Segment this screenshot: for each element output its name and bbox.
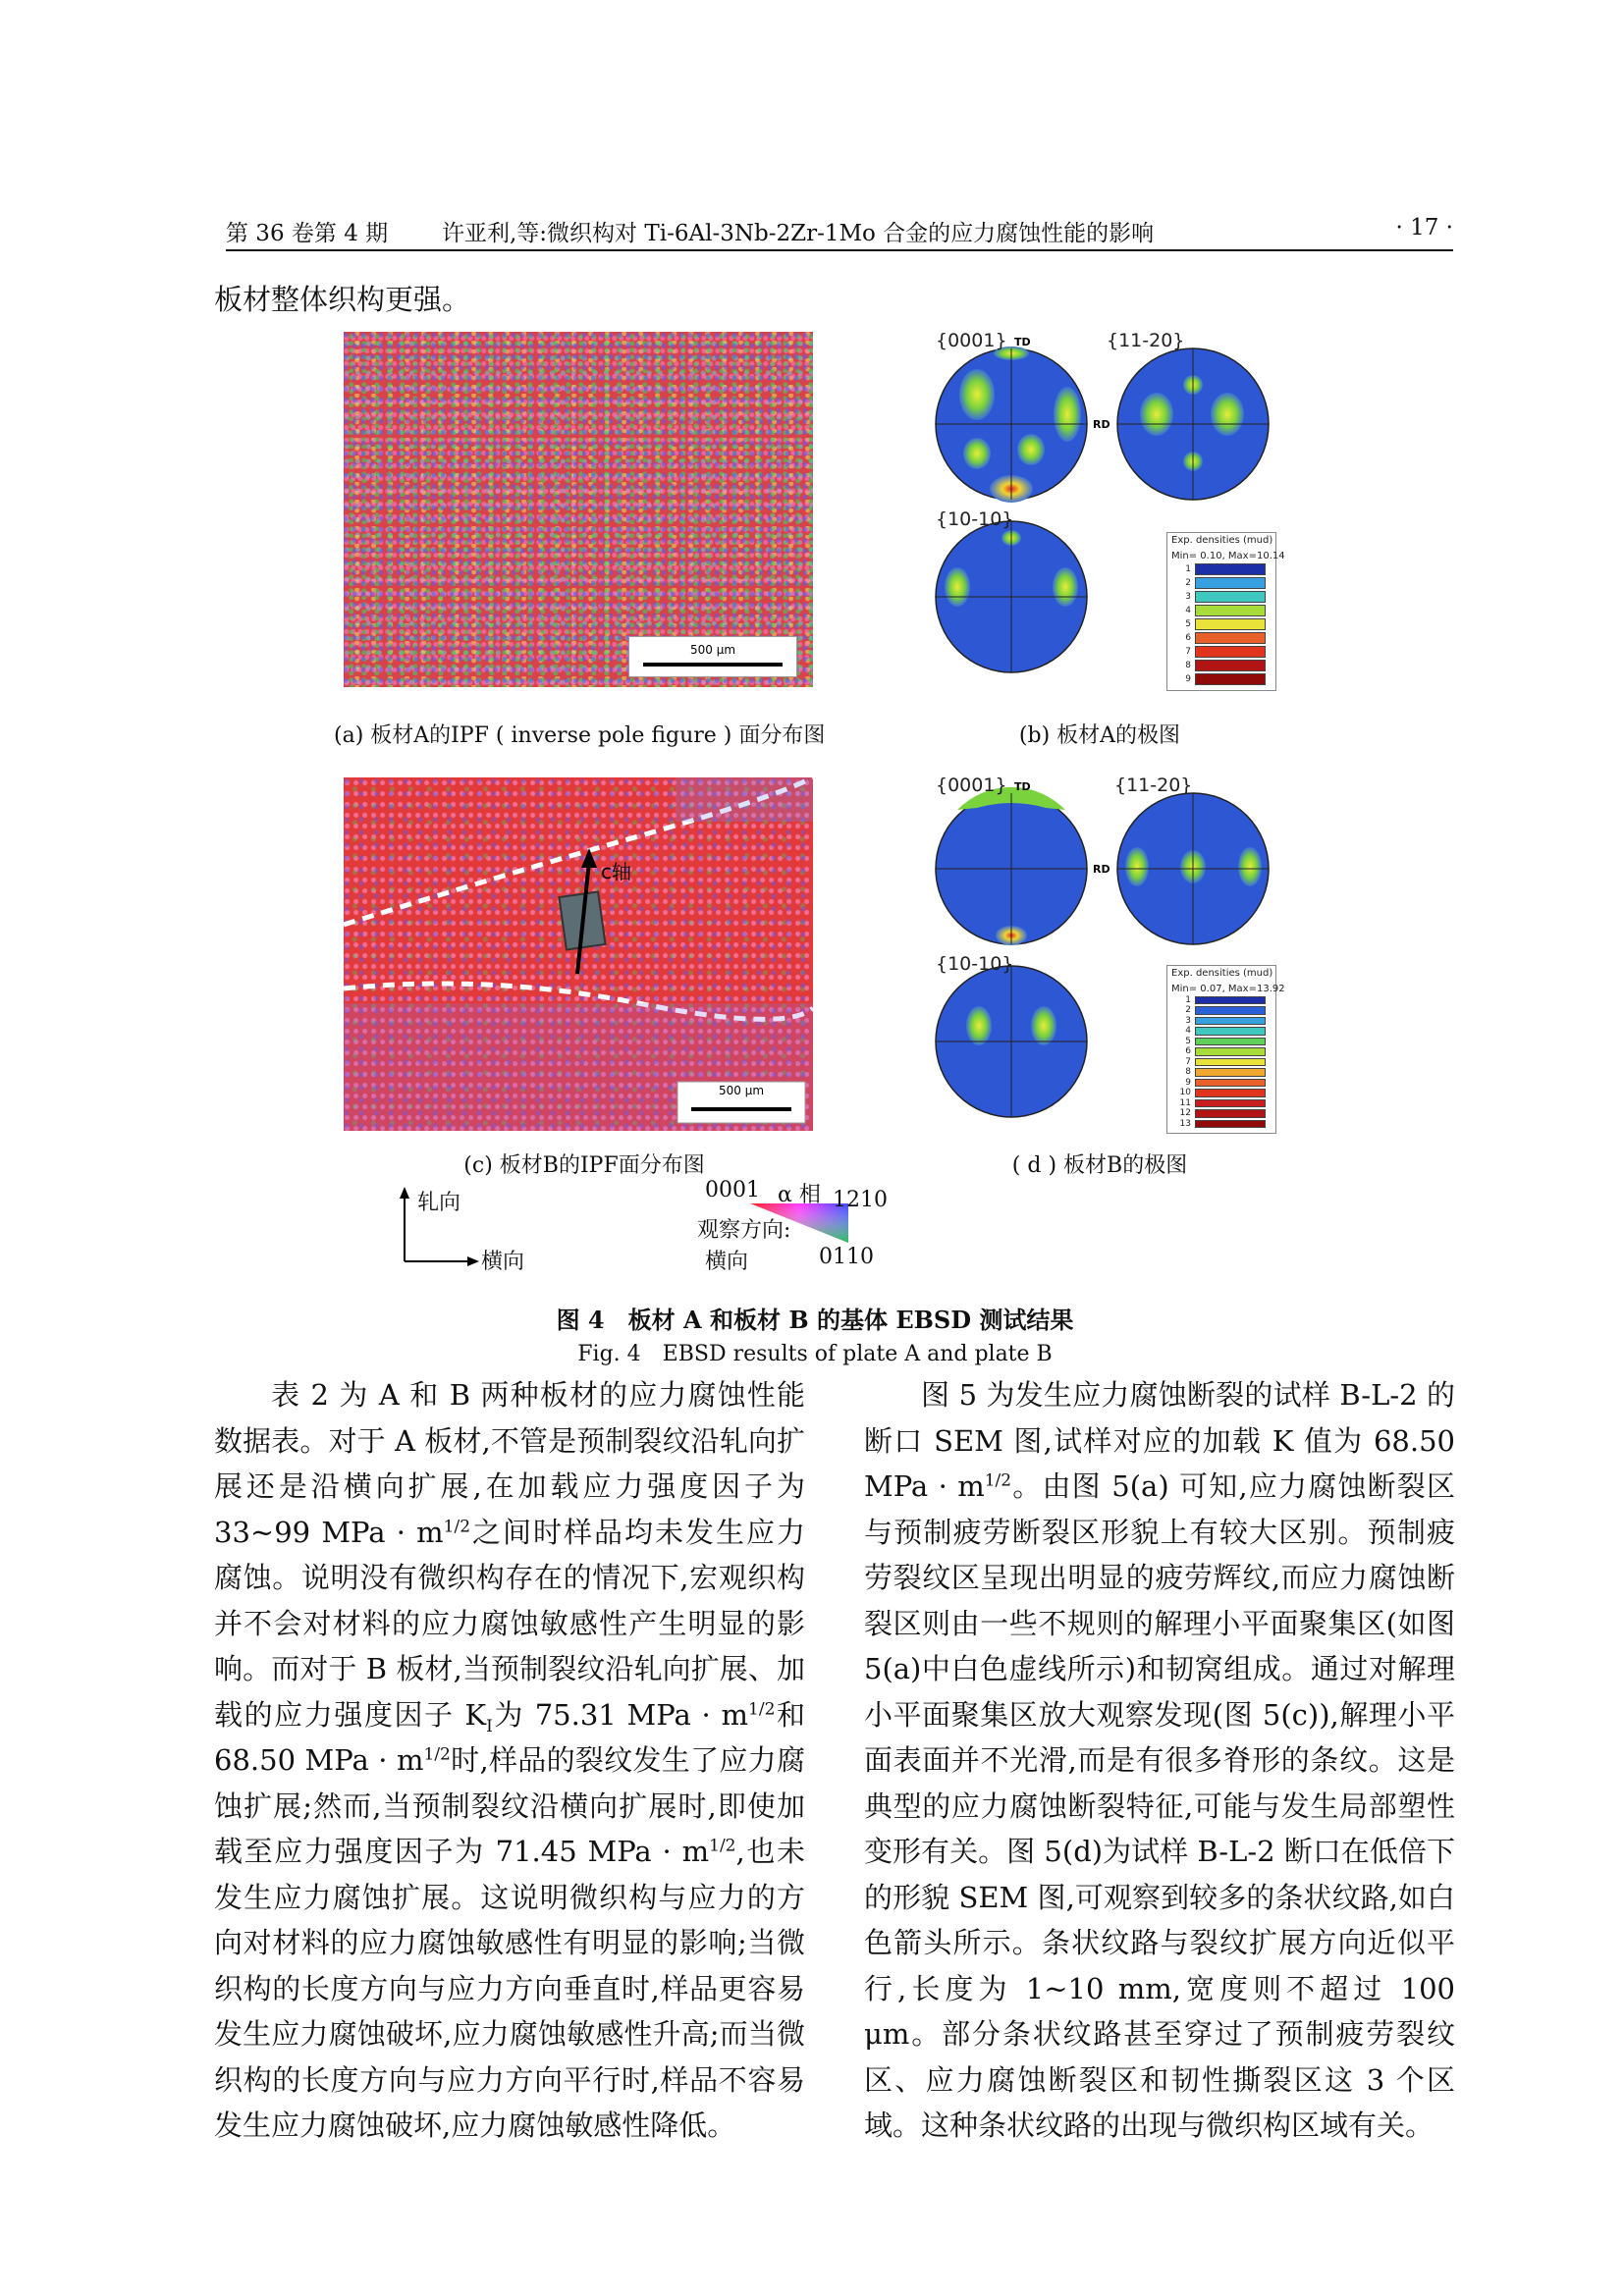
left-sup-1: 1/2 — [443, 1516, 471, 1536]
pole-0001-a — [936, 347, 1087, 503]
left-text-5: 时,样品的裂纹发生了应力腐蚀扩展;然而,当预制裂纹沿横向扩展时,即使加载至应力强度因子为 71.45 MPa · m — [214, 1743, 805, 1868]
ipf-map-plate-b — [344, 777, 813, 1131]
pole-label-0001-b: {0001} — [936, 774, 1007, 796]
density-swatch — [1195, 673, 1266, 685]
density-legend-a — [1166, 532, 1285, 691]
density-swatch — [1195, 1099, 1266, 1107]
density-tick-label: 4 — [1185, 606, 1191, 615]
right-text-1: 图 5 为发生应力腐蚀断裂的试样 B-L-2 的断口 SEM 图,试样对应的加载 K 值为 68.50 MPa · m — [864, 1378, 1455, 1503]
density-scale-row — [1169, 1026, 1272, 1036]
left-text-3: 为 75.31 MPa · m — [492, 1697, 749, 1732]
density-tick-label: 13 — [1179, 1118, 1191, 1129]
right-text-2: 。由图 5(a) 可知,应力腐蚀断裂区与预制疲劳断裂区形貌上有较大区别。预制疲劳裂纹区呈现出明显的疲劳辉纹,而应力腐蚀断裂区则由一些不规则的解理小平面聚集区(如图 5(a)中白色虚线所示)和韧窝组成。通过对解理小平面聚集区放大观察发现(图 5(c)),解理小平面表面并不光滑,而是有很多脊形的条纹。这是典型的应力腐蚀断裂特征,可能与发生局部塑性变形有关。图 5(d)为试样 B-L-2 断口在低倍下的形貌 SEM 图,可观察到较多的条状纹路,如白色箭头所示。条状纹路与裂纹扩展方向近似平行,长度为 1~10 mm,宽度则不超过 100 μm。部分条状纹路甚至穿过了预制疲劳裂纹区、应力腐蚀断裂区和韧性撕裂区这 3 个区域。这种条状纹路的出现与微织构区域有关。 — [864, 1469, 1455, 2142]
c-axis-label: c轴 — [601, 860, 631, 883]
density-swatch — [1195, 563, 1266, 575]
pole-label-0001-a: {0001} — [936, 330, 1007, 351]
density-tick-label: 7 — [1185, 647, 1191, 657]
density-tick-label: 9 — [1185, 674, 1191, 684]
density-scale-row — [1169, 1057, 1272, 1067]
density-swatch — [1195, 646, 1266, 658]
density-scale-row — [1169, 617, 1272, 631]
density-legend-b — [1166, 965, 1285, 1134]
density-scale-row — [1169, 604, 1272, 617]
density-swatch — [1195, 577, 1266, 589]
density-swatch — [1195, 591, 1266, 603]
density-scale-row — [1169, 1108, 1272, 1118]
density-scale-row — [1169, 590, 1272, 604]
scale-bar-label: 500 μm — [689, 643, 736, 657]
density-swatch — [1195, 1017, 1266, 1025]
header-rule — [226, 249, 1453, 251]
right-column-paragraph — [864, 1372, 1455, 2149]
pole-10-10-a — [936, 521, 1087, 672]
pole-label-11-20-a: {11-20} — [1107, 330, 1185, 351]
pole-10-10-b — [936, 966, 1087, 1117]
density-scale-row — [1169, 1098, 1272, 1108]
observe-direction-label: 观察方向: — [697, 1218, 791, 1243]
density-tick-label: 3 — [1185, 1015, 1191, 1026]
density-tick-label: 2 — [1185, 578, 1191, 588]
density-scale-row — [1169, 631, 1272, 645]
density-tick-label: 9 — [1185, 1077, 1191, 1088]
figure-caption-en: Fig. 4 EBSD results of plate A and plate B — [577, 1342, 1053, 1366]
density-scale-row — [1169, 1067, 1272, 1077]
density-scale-row — [1169, 645, 1272, 659]
density-tick-label: 11 — [1179, 1097, 1191, 1108]
running-title: 许亚利,等:微织构对 Ti-6Al-3Nb-2Zr-1Mo 合金的应力腐蚀性能的影响 — [442, 221, 1155, 246]
density-swatch — [1195, 1027, 1266, 1035]
density-swatch — [1195, 618, 1266, 630]
pole-0001-b — [936, 787, 1087, 945]
density-tick-label: 1 — [1185, 995, 1191, 1005]
density-swatch — [1195, 1109, 1266, 1117]
density-swatch — [1195, 1079, 1266, 1087]
scale-bar-line — [643, 663, 783, 667]
density-scale-a — [1169, 562, 1272, 686]
density-scale-row — [1169, 1005, 1272, 1015]
left-column-paragraph — [214, 1372, 805, 2149]
ipf-key-0001: 0001 — [705, 1178, 760, 1202]
ipf-key-1210: 1210 — [833, 1188, 888, 1212]
caption-b: (b) 板材A的极图 — [1018, 723, 1181, 748]
left-sup-3: 1/2 — [423, 1744, 451, 1765]
pole-figures-plate-a — [918, 324, 1285, 697]
caption-c: (c) 板材B的IPF面分布图 — [463, 1153, 705, 1178]
density-swatch — [1195, 1120, 1266, 1128]
density-swatch — [1195, 660, 1266, 671]
ipf-map-plate-a — [344, 332, 813, 687]
left-sub-1: I — [486, 1716, 493, 1736]
figure-caption-cn: 图 4 板材 A 和板材 B 的基体 EBSD 测试结果 — [556, 1306, 1074, 1334]
caption-a: (a) 板材A的IPF ( inverse pole figure ) 面分布图 — [334, 723, 826, 748]
density-scale-row — [1169, 1078, 1272, 1088]
left-text-6: ,也未发生应力腐蚀扩展。这说明微织构与应力的方向对材料的应力腐蚀敏感性有明显的影响;当微织构的长度方向与应力方向垂直时,样品更容易发生应力腐蚀破坏,应力腐蚀敏感性升高;而当微织构的长度方向与应力方向平行时,样品不容易发生应力腐蚀破坏,应力腐蚀敏感性降低。 — [214, 1835, 805, 2142]
density-swatch — [1195, 1068, 1266, 1076]
density-tick-label: 12 — [1179, 1108, 1191, 1119]
page-number: · 17 · — [1395, 215, 1453, 240]
pole-label-11-20-b: {11-20} — [1114, 774, 1193, 796]
pole-figures-plate-b — [918, 769, 1285, 1142]
density-legend-range-a: Min= 0.10, Max=10.14 — [1171, 551, 1285, 561]
density-legend-title-b: Exp. densities (mud) — [1171, 968, 1273, 979]
rolling-direction-label: 轧向 — [417, 1191, 461, 1215]
left-sup-4: 1/2 — [709, 1836, 736, 1856]
pole-label-10-10-a: {10-10} — [936, 508, 1014, 530]
ipf-key-0110: 0110 — [819, 1245, 874, 1269]
transverse-direction-label: 横向 — [481, 1250, 525, 1274]
rd-label-b: RD — [1093, 863, 1110, 876]
running-header — [226, 211, 1453, 250]
right-sup-1: 1/2 — [984, 1470, 1012, 1491]
density-swatch — [1195, 605, 1266, 616]
journal-issue: 第 36 卷第 4 期 — [226, 221, 389, 246]
density-tick-label: 8 — [1185, 661, 1191, 670]
alpha-phase-label: α 相 — [778, 1183, 821, 1207]
density-scale-row — [1169, 1046, 1272, 1056]
scale-bar-label-b: 500 μm — [718, 1084, 765, 1097]
density-scale-row — [1169, 659, 1272, 672]
density-swatch — [1195, 1089, 1266, 1096]
scale-bar — [628, 636, 797, 677]
density-tick-label: 7 — [1185, 1056, 1191, 1067]
density-scale-row — [1169, 576, 1272, 590]
density-tick-label: 3 — [1185, 592, 1191, 602]
density-tick-label: 5 — [1185, 619, 1191, 629]
left-text-2: 之间时样品均未发生应力腐蚀。说明没有微织构存在的情况下,宏观织构并不会对材料的应力腐蚀敏感性产生明显的影响。而对于 B 板材,当预制裂纹沿轧向扩展、加载的应力强度因子 K — [214, 1515, 805, 1732]
c-axis-arrow — [550, 846, 609, 984]
density-legend-title-a: Exp. densities (mud) — [1171, 535, 1273, 546]
density-tick-label: 2 — [1185, 1005, 1191, 1016]
density-swatch — [1195, 1058, 1266, 1066]
caption-d: ( d ) 板材B的极图 — [1011, 1153, 1188, 1178]
density-swatch — [1195, 1047, 1266, 1055]
density-scale-row — [1169, 1088, 1272, 1097]
density-scale-row — [1169, 1119, 1272, 1129]
density-scale-row — [1169, 672, 1272, 686]
left-sup-2: 1/2 — [748, 1698, 776, 1719]
left-text-1: 表 2 为 A 和 B 两种板材的应力腐蚀性能数据表。对于 A 板材,不管是预制裂纹沿轧向扩展还是沿横向扩展,在加载应力强度因子为 33~99 MPa · m — [214, 1378, 805, 1549]
density-legend-range-b: Min= 0.07, Max=13.92 — [1171, 984, 1285, 994]
td-label-a: TD — [1014, 336, 1031, 348]
pole-label-10-10-b: {10-10} — [936, 953, 1014, 975]
density-swatch — [1195, 996, 1266, 1004]
density-tick-label: 5 — [1185, 1036, 1191, 1046]
density-scale-b — [1169, 995, 1272, 1129]
density-swatch — [1195, 1006, 1266, 1014]
rd-label-a: RD — [1093, 418, 1110, 431]
left-text-4: 和 68.50 MPa · m — [214, 1697, 805, 1777]
density-tick-label: 6 — [1185, 1046, 1191, 1057]
density-tick-label: 1 — [1185, 564, 1191, 574]
pole-11-20-a — [1117, 348, 1269, 500]
density-scale-row — [1169, 562, 1272, 576]
density-swatch — [1195, 1038, 1266, 1045]
density-swatch — [1195, 632, 1266, 644]
intro-line: 板材整体织构更强。 — [214, 283, 471, 316]
observe-direction-value: 横向 — [705, 1250, 749, 1274]
density-tick-label: 8 — [1185, 1067, 1191, 1078]
density-scale-row — [1169, 1037, 1272, 1046]
density-scale-row — [1169, 1016, 1272, 1026]
density-scale-row — [1169, 995, 1272, 1005]
density-tick-label: 6 — [1185, 633, 1191, 643]
density-tick-label: 10 — [1179, 1088, 1191, 1098]
td-label-b: TD — [1014, 780, 1031, 793]
density-tick-label: 4 — [1185, 1026, 1191, 1037]
pole-11-20-b — [1117, 793, 1269, 944]
